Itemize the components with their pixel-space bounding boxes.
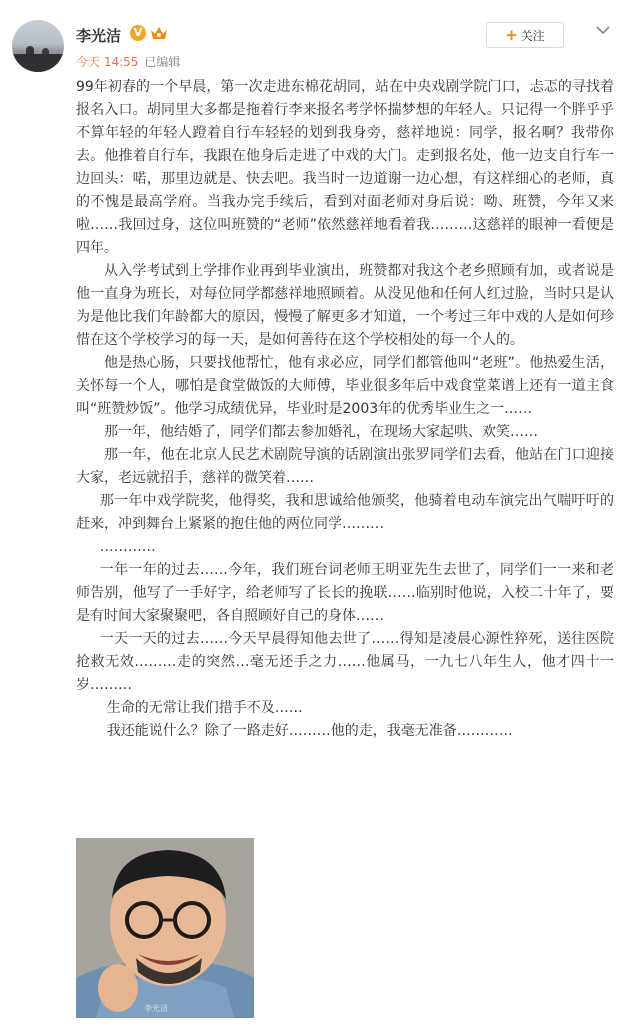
edited-label[interactable]: 已编辑 [144,55,181,69]
follow-button[interactable] [486,22,564,48]
image-watermark: 李光洁 [144,1004,168,1013]
post-paragraph: 从入学考试到上学排作业再到毕业演出，班赞都对我这个老乡照顾有加，或者说是他一直身为班长，对每位同学都慈祥地照顾着。从没见他和任何人红过脸，当时只是认为是他比我们年龄都大的原因，慢慢了解更多才知道，一个考过三年中戏的人是如何珍惜在这个学校学习的每一天，是如何善待在这个学校相处的每一个人的。 [76,263,614,348]
post-paragraph: ………… [99,539,156,555]
post-paragraph: 我还能说什么？除了一路走好………他的走，我毫无准备………… [106,723,513,739]
chevron-down-icon[interactable] [596,22,610,36]
avatar[interactable] [12,20,64,72]
follow-label: 关注 [520,28,545,43]
post-paragraph: 一天一天的过去……今天早晨得知他去世了……得知是凌晨心源性猝死，送往医院抢救无效………走的突然…毫无还手之力……他属马，一九七八年生人，他才四十一岁……… [76,631,614,693]
post-paragraph: 生命的无常让我们措手不及…… [106,700,303,716]
post-meta [76,53,180,70]
user-name[interactable]: 李光洁 [76,27,122,45]
post-paragraph: 他是热心肠，只要找他帮忙，他有求必应，同学们都管他叫“老班”。他热爱生活，关怀每一个人，哪怕是食堂做饭的大师傅，毕业很多年后中戏食堂菜谱上还有一道主食叫“班赞炒饭”。他学习成绩优异，毕业时是2003年的优秀毕业生之一…… [76,355,614,417]
post-paragraph: 99年初春的一个早晨，第一次走进东棉花胡同，站在中央戏剧学院门口，忐忑的寻找着报名入口。胡同里大多都是拖着行李来报名考学怀揣梦想的年轻人。只记得一个胖乎乎不算年轻的年轻人蹬着自行车轻轻的划到我身旁，慈祥地说：同学，报名啊？我带你去。他推着自行车，我跟在他身后走进了中戏的大门。走到报名处，他一边支自行车一边回头：喏，那里边就是、快去吧。我当时一边道谢一边心想，有这样细心的老师，真的不愧是最高学府。当我办完手续后，看到对面老师对身后说：呦、班赞，今年又来啦……我回过身，这位叫班赞的“老师”依然慈祥地看着我………这慈祥的眼神一看便是四年。 [76,79,614,256]
post-time[interactable]: 今天 14:55 [76,55,139,69]
plus-icon: + [505,25,518,44]
verified-icon: V [130,25,146,41]
post-content [76,76,614,743]
post-paragraph: 那一年中戏学院奖，他得奖，我和思诚给他颁奖，他骑着电动车演完出气喘吁吁的赶来，冲到舞台上紧紧的抱住他的两位同学……… [76,493,614,532]
crown-icon[interactable] [150,26,168,40]
post-photo[interactable] [76,838,254,1018]
post-paragraph: 那一年，他结婚了，同学们都去参加婚礼，在现场大家起哄、欢笑…… [104,424,538,440]
post-header [0,0,630,80]
post-paragraph: 一年一年的过去……今年，我们班台词老师王明亚先生去世了，同学们一一来和老师告别，他写了一手好字，给老师写了长长的挽联……临别时他说，入校二十年了，要是有时间大家聚聚吧，各自照顾好自己的身体…… [76,562,614,624]
post-paragraph: 那一年，他在北京人民艺术剧院导演的话剧演出张罗同学们去看，他站在门口迎接大家，老远就招手，慈祥的微笑着…… [76,447,614,486]
